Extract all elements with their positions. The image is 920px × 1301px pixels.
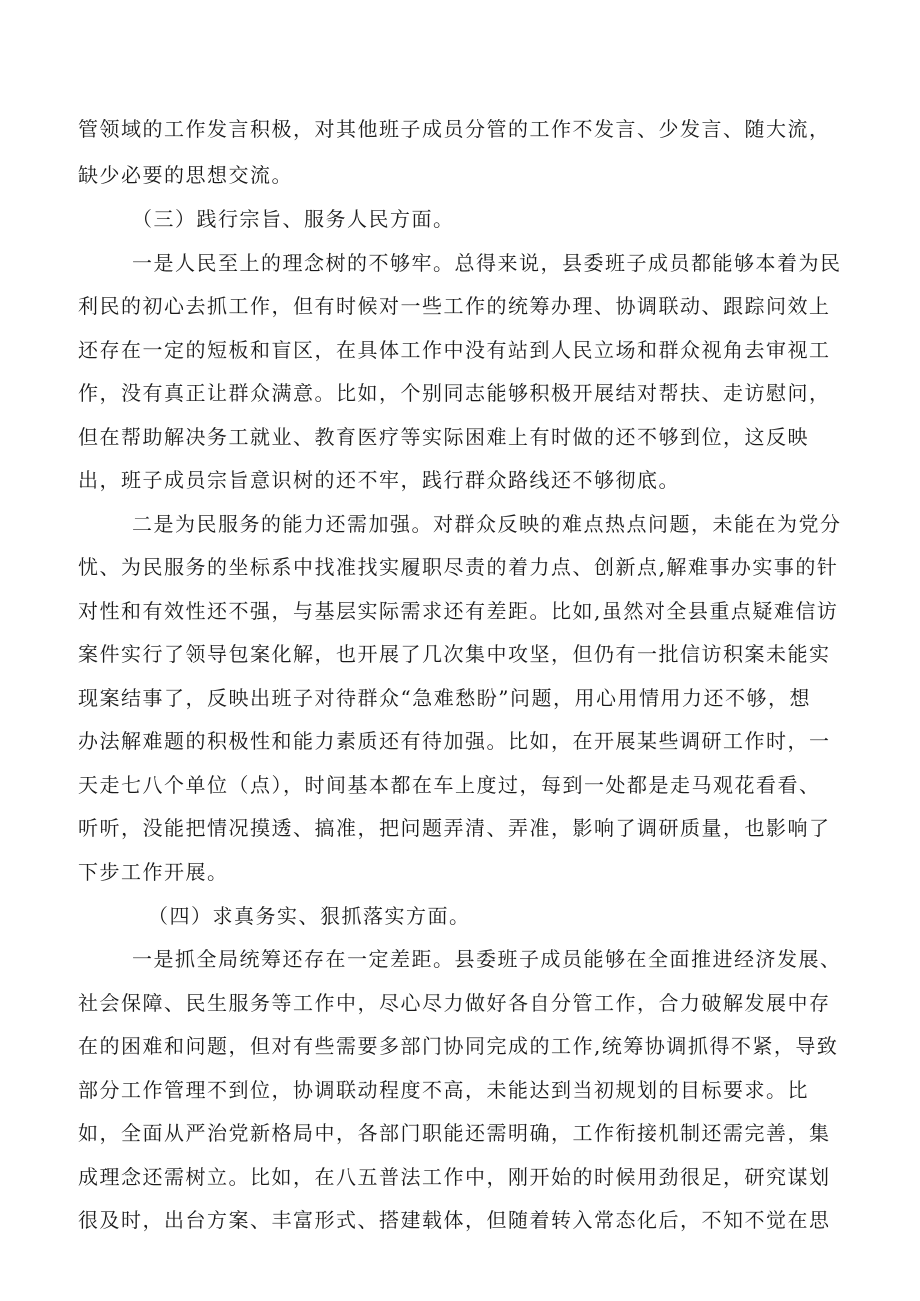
- body-line: 缺少必要的思想交流。: [78, 163, 293, 187]
- body-line: 社会保障、民生服务等工作中，尽心尽力做好各自分管工作，合力破解发展中存: [78, 991, 831, 1015]
- body-line: 一是抓全局统筹还存在一定差距。县委班子成员能够在全面推进经济发展、: [132, 947, 842, 971]
- body-line: 对性和有效性还不强，与基层实际需求还有差距。比如,虽然对全县重点疑难信访: [78, 599, 839, 623]
- section-heading: （四）求真务实、狠抓落实方面。: [148, 904, 471, 928]
- body-line: 利民的初心去抓工作，但有时候对一些工作的统筹办理、协调联动、跟踪问效上: [78, 294, 831, 318]
- body-line: 但在帮助解决务工就业、教育医疗等实际困难上有时做的还不够到位，这反映: [78, 425, 809, 449]
- body-line: 案件实行了领导包案化解，也开展了几次集中攻坚，但仍有一批信访积案未能实: [78, 642, 831, 666]
- body-line: 部分工作管理不到位，协调联动程度不高，未能达到当初规划的目标要求。比: [78, 1078, 809, 1102]
- body-line: 作，没有真正让群众满意。比如，个别同志能够积极开展结对帮扶、走访慰问，: [78, 381, 831, 405]
- body-line: 出，班子成员宗旨意识树的还不牢，践行群众路线还不够彻底。: [78, 468, 680, 492]
- body-line: 忧、为民服务的坐标系中找准找实履职尽责的着力点、创新点,解难事办实事的针: [78, 555, 839, 579]
- body-line: 成理念还需树立。比如，在八五普法工作中，刚开始的时候用劲很足，研究谋划: [78, 1165, 831, 1189]
- section-heading: （三）践行宗旨、服务人民方面。: [132, 207, 455, 231]
- body-line: 一是人民至上的理念树的不够牢。总得来说，县委班子成员都能够本着为民: [132, 251, 842, 275]
- body-line: 还存在一定的短板和盲区，在具体工作中没有站到人民立场和群众视角去审视工: [78, 338, 831, 362]
- body-line: 在的困难和问题，但对有些需要多部门协同完成的工作,统筹协调抓得不紧，导致: [78, 1034, 839, 1058]
- body-line: 二是为民服务的能力还需加强。对群众反映的难点热点问题，未能在为党分: [132, 512, 842, 536]
- body-line: 如，全面从严治党新格局中，各部门职能还需明确，工作衔接机制还需完善，集: [78, 1121, 831, 1145]
- body-line: 管领域的工作发言积极，对其他班子成员分管的工作不发言、少发言、随大流，: [78, 117, 831, 141]
- body-line: 很及时，出台方案、丰富形式、搭建载体，但随着转入常态化后，不知不觉在思: [78, 1208, 831, 1232]
- body-line: 现案结事了，反映出班子对待群众“急难愁盼”问题，用心用情用力还不够，想: [78, 686, 811, 710]
- body-line: 听听，没能把情况摸透、搞准，把问题弄清、弄准，影响了调研质量，也影响了: [78, 816, 831, 840]
- body-line: 天走七八个单位（点），时间基本都在车上度过，每到一处都是走马观花看看、: [78, 773, 821, 797]
- body-line: 下步工作开展。: [78, 860, 229, 884]
- body-line: 办法解难题的积极性和能力素质还有待加强。比如，在开展某些调研工作时，一: [78, 729, 831, 753]
